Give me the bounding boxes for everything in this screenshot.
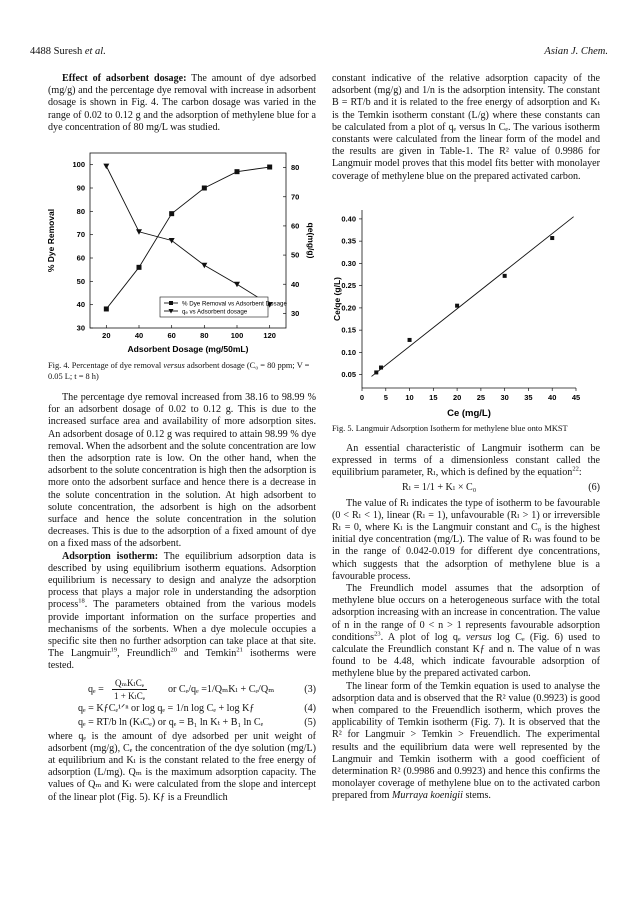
running-header-right: Asian J. Chem.: [544, 46, 608, 57]
equation-4: qₑ = KƒCₑ¹ᐟⁿ or log qₑ = 1/n log Cₑ + log Kƒ (4): [78, 702, 316, 714]
fig5-x-tick-label: 35: [524, 393, 533, 402]
fig4-x-tick-label: 120: [263, 331, 276, 340]
fig4-legend-label: qₑ vs Adsorbent dosage: [182, 308, 248, 316]
fig5-y-tick-label: 0.25: [341, 281, 356, 291]
running-header-left: 4488 Suresh et al.: [30, 46, 106, 57]
fig4-point-qe: [234, 282, 240, 288]
fig4-y-tick-label: 90: [76, 183, 85, 193]
fig5-x-axis-label: Ce (mg/L): [447, 408, 491, 419]
fig4-y-tick-label: 80: [76, 206, 85, 216]
fig5-x-tick-label: 10: [405, 393, 414, 402]
fig5-y-tick-label: 0.40: [341, 214, 356, 224]
fig4-y-axis-label: % Dye Removal: [46, 208, 56, 273]
fig4-point-dye-removal: [169, 211, 174, 216]
fig4-y2-tick-label: 70: [291, 192, 300, 202]
fig4-y-tick-label: 60: [76, 253, 85, 263]
fig5-x-tick-label: 25: [476, 393, 486, 402]
fig4-y-tick-label: 30: [76, 323, 85, 333]
left-column-body: The percentage dye removal increased from 38.16 to 98.99 % for an adsorbent dosage of 0.02 to 0.12 g. This is due to the increased surface area and availability of more adsorption sites. An adsorbent dosage of 0.12 g was required to attain 98.99 % dye removal. When the adsorbent and the solute concentration are low then the adsorption rate is low. On the other hand, when the adsorbent to the solute concentration is high then the adsorption is more onto the adsorbent surface and hence there is a decrease in the solute concentration in the solution. At high adsorbent to solute concentration, the adsorbent is high on the adsorbent surface and hence the solute concentration in the solution decreases. This is due to the adsorption of a fixed amount of dye on a fixed mass of the adsorbent. Adsorption isotherm: The equilibrium adsorption data is described by using equilibrium isotherm equations. Adsorption equilibrium is necessary to design and analyze the adsorption process that plays a major role in understanding the adsorption process$^{18}$. The parameters obtained from the various models provide important information on the surface properties and mechanisms of the sorbents. When a dye molecule occupies a specific site then no further adsorption can take place at that site. The Langmuir$^{19}$, Freundlich$^{20}$ and Temkin$^{21}$ isotherms were tested. qₑ = QₘKₗCₑ 1 + KₗCₑ or Cₑ/qₑ =1/QₘKₗ + Cₑ/Qₘ (3) qₑ = KƒCₑ¹ᐟⁿ or log qₑ = 1/n log Cₑ + log Kƒ (4) qₑ = RT/b ln (KₜCₑ) or qₑ = B₁ ln Kₜ + B₁ ln Cₑ (5) where qₑ is the amount of dye adsorbed per unit weight of adsorbent (mg/g), Cₑ the concentration of the dye solution (mg/L) at equilibrium and Kₗ is the constant related to the free energy of adsorption (L/mg). Qₘ is the maximum adsorption capacity. The values of Qₘ and Kₗ were calculated from the slope and intercept of the linear plot (Fig. 5). Kƒ is a Freundlich: [48, 392, 316, 803]
fig4-x-tick-label: 60: [167, 331, 176, 340]
fig5-x-tick-label: 30: [500, 393, 509, 402]
fig4-point-dye-removal: [104, 306, 109, 311]
fig5-y-tick-label: 0.15: [341, 325, 356, 335]
fig5-y-tick-label: 0.05: [341, 370, 356, 380]
fig4-y-tick-label: 40: [76, 300, 85, 310]
fig4-y-tick-label: 70: [76, 230, 85, 240]
fig5-y-tick-label: 0.35: [341, 236, 356, 246]
fig4-y2-tick-label: 30: [291, 308, 300, 318]
fig4-x-tick-label: 80: [200, 331, 209, 340]
fig4-y2-tick-label: 80: [291, 163, 300, 173]
fig5-x-tick-label: 5: [383, 393, 388, 402]
fig4-point-dye-removal: [202, 186, 207, 191]
equation-3: qₑ = QₘKₗCₑ 1 + KₗCₑ or Cₑ/qₑ =1/QₘKₗ + Cₑ/Qₘ (3): [88, 677, 316, 701]
fig4-y2-tick-label: 60: [291, 221, 300, 231]
fig4-caption: Fig. 4. Percentage of dye removal versus adsorbent dosage (C₀ = 80 ppm; V = 0.05 L; t = 8 h): [48, 361, 310, 381]
fig4-point-qe: [169, 238, 175, 244]
equation-5: qₑ = RT/b ln (KₜCₑ) or qₑ = B₁ ln Kₜ + B₁ ln Cₑ (5): [78, 716, 316, 728]
fig5-y-tick-label: 0.30: [341, 258, 356, 268]
fig4-x-tick-label: 20: [102, 331, 111, 340]
fig4-point-dye-removal: [267, 165, 272, 170]
fig4-y2-axis-label: qe(mg/g): [306, 222, 316, 259]
fig5-x-tick-label: 40: [548, 393, 557, 402]
fig4-legend-marker: [169, 301, 173, 305]
fig5-y-tick-label: 0.10: [341, 347, 356, 357]
fig4-y2-tick-label: 50: [291, 250, 300, 260]
fig5-caption: Fig. 5. Langmuir Adsorption Isotherm for methylene blue onto MKST: [332, 424, 568, 433]
fig5-y-axis-label: Ce/qe (g/L): [332, 277, 342, 321]
fig5-data-point: [455, 304, 459, 308]
fig5-x-tick-label: 0: [359, 393, 365, 402]
fig4-point-qe: [201, 263, 207, 269]
fig4-y-tick-label: 100: [72, 160, 85, 170]
fig4-x-axis-label: Adsorbent Dosage (mg/50mL): [127, 344, 249, 354]
fig4-point-dye-removal: [235, 169, 240, 174]
left-column-top: Effect of adsorbent dosage: The amount of dye adsorbed (mg/g) and the percentage dye removal with increase in adsorbent dosage is shown in Fig. 4. The carbon dosage was varied in the range of 0.02 to 0.12 g and the adsorption of methylene blue for a dye concentration of 80 mg/L was studied.: [48, 73, 316, 133]
fig4-x-tick-label: 40: [134, 331, 144, 340]
fig5-x-tick-label: 45: [571, 393, 581, 402]
fig5-data-point: [550, 236, 554, 240]
fig4-point-qe: [103, 164, 109, 170]
fig4-legend-label: % Dye Removal vs Adsorbent Dosage: [182, 300, 287, 308]
fig4-y-tick-label: 50: [76, 276, 85, 286]
fig5-x-tick-label: 15: [429, 393, 438, 402]
fig4-series-line: [106, 166, 269, 305]
fig4-series-line: [106, 167, 269, 309]
fig4-point-dye-removal: [137, 265, 142, 270]
fig5-data-point: [374, 370, 378, 374]
fig5-chart: [332, 206, 602, 421]
fig4-y2-tick-label: 40: [291, 279, 300, 289]
equation-6: Rₗ = 1/1 + Kₗ × C₀ (6): [402, 481, 600, 493]
fig4-chart: [48, 145, 318, 360]
fig5-data-point: [379, 366, 383, 370]
fig5-data-point: [408, 338, 412, 342]
fig5-data-point: [503, 274, 507, 278]
fig5-x-tick-label: 20: [452, 393, 462, 402]
fig5-y-tick-label: 0.20: [341, 303, 356, 313]
fig4-x-tick-label: 100: [230, 331, 244, 340]
right-column-body: An essential characteristic of Langmuir isotherm can be expressed in terms of a dimensionless constant called the equilibrium parameter, Rₗ, which is defined by the equation$^{22}$: Rₗ = 1/1 + Kₗ × C₀ (6) The value of Rₗ indicates the type of isotherm to be favourable (0 < Rₗ < 1), linear (Rₗ = 1), unfavourable (Rₗ > 1) or irreversible Rₗ = 0, where Kₗ is the Langmuir constant and C₀ is the highest initial dye concentration (mg/L). The value of Rₗ was found to be in the range of 0.042-0.019 for different dye concentrations, which suggests that the adsorption of methylene blue is a favourable process. The Freundlich model assumes that the adsorption of methylene blue occurs on a heterogeneous surface with the total adsorption increasing with an increase in concentration. The value of n in the range of 0 < n > 1 represents favourable adsorption conditions$^{23}$. A plot of log qₑ versus log Cₑ (Fig. 6) used to calculate the Freundlich constant Kƒ and n. The value of n was found to be 4.48, which indicate favourable adsorption of methylene blue by the prepared activated carbon. The linear form of the Temkin equation is used to analyse the adsorption data and is observed that the R² value (0.9923) is good when compared to the Freuendlich isotherm, which proves the applicability of Temkin isotherm (Fig. 7). It is observed that the R² for Langmuir > Temkin > Freuendlich. The experimental results and the equilibrium data were well represented by the Langmuir and Temkin isotherm with a good coefficient of determination R² (0.9986 and 0.9923) and hence this confirms the monolayer coverage of methylene blue on to the activated carbon prepared from Murraya koenigii stems.: [332, 443, 600, 802]
fig5-fit-line: [372, 217, 574, 377]
right-column-top: constant indicative of the relative adsorption capacity of the adsorbent (mg/g) and 1/n is the adsorption intensity. The constant B = RT/b and it is related to the free energy of adsorption and Kₜ is the Temkin isotherm constant (L/g) where these constants can be calculated from a plot of qₑ versus ln Cₑ. The various isotherm constants were calculated from the linear form of the model and the results are given in Table-1. The R² value of 0.9986 for Langmuir model proves that this model fits better with monolayer coverage of methylene blue on the prepared activated carbon.: [332, 73, 600, 182]
